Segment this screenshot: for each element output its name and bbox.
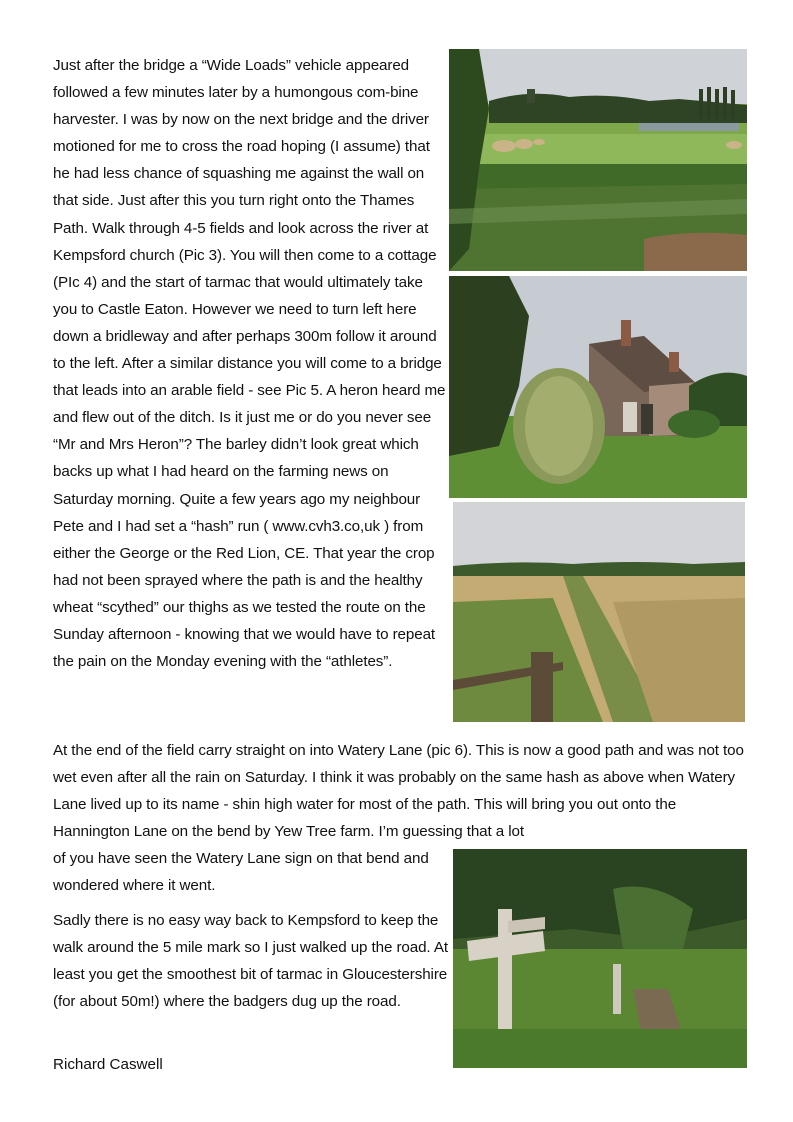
article-column (53, 52, 446, 675)
article-lower-column (53, 845, 448, 1024)
article-paragraph-2: At the end of the field carry straight on into Watery Lane (pic 6). This is now a good path and was not too wet even after all the rain on Saturday. I think it was probably on the same hash as above when Watery Lane lived up to its name - shin high water for most of the path. This will bring you out onto the Hannington Lane on the bend by Yew Tree farm. I’m guessing that a lot (53, 742, 744, 841)
photo-cottage (449, 276, 747, 498)
article-full-width (53, 737, 753, 845)
article-paragraph-2-continued: of you have seen the Watery Lane sign on that bend and wondered where it went. (53, 850, 429, 895)
photo-arable-field (453, 502, 745, 722)
article-paragraph-3: Sadly there is no easy way back to Kempsford to keep the walk around the 5 mile mark so I just walked up the road. At least you get the smoothest bit of tarmac in Gloucestershire (for about 50m!) where the badgers dug up the road. (53, 912, 448, 1011)
photo-watery-lane-signpost (453, 849, 747, 1068)
author-signature: Richard Caswell (53, 1056, 163, 1073)
photo-kempsford-church-field (449, 49, 747, 271)
article-paragraph-1: Just after the bridge a “Wide Loads” vehicle appeared followed a few minutes later by a humongous com-bine harvester. I was by now on the next bridge and the driver motioned for me to cross the road hoping (I assume) that he had less chance of squashing me against the wall on that side. Just after this you turn right onto the Thames Path. Walk through 4-5 fields and look across the river at Kempsford church (Pic 3). You will then come to a cottage (PIc 4) and the start of tarmac that would ultimately take you to Castle Eaton. However we need to turn left here down a bridleway and after perhaps 300m follow it around to the left. After a similar distance you will come to a bridge that leads into an arable field - see Pic 5. A heron heard me and flew out of the ditch. Is it just me or do you never see “Mr and Mrs Heron”? The barley didn’t look great which backs up what I had heard on the farming news on Saturday morning. Quite a few years ago my neighbour Pete and I had set a “hash” run ( www.cvh3.co,uk ) from either the George or the Red Lion, CE. That year the crop had not been sprayed where the path is and the healthy wheat “scythed” our thighs as we tested the route on the Sunday afternoon - knowing that we would have to repeat the pain on the Monday evening with the “athletes”. (53, 57, 446, 671)
